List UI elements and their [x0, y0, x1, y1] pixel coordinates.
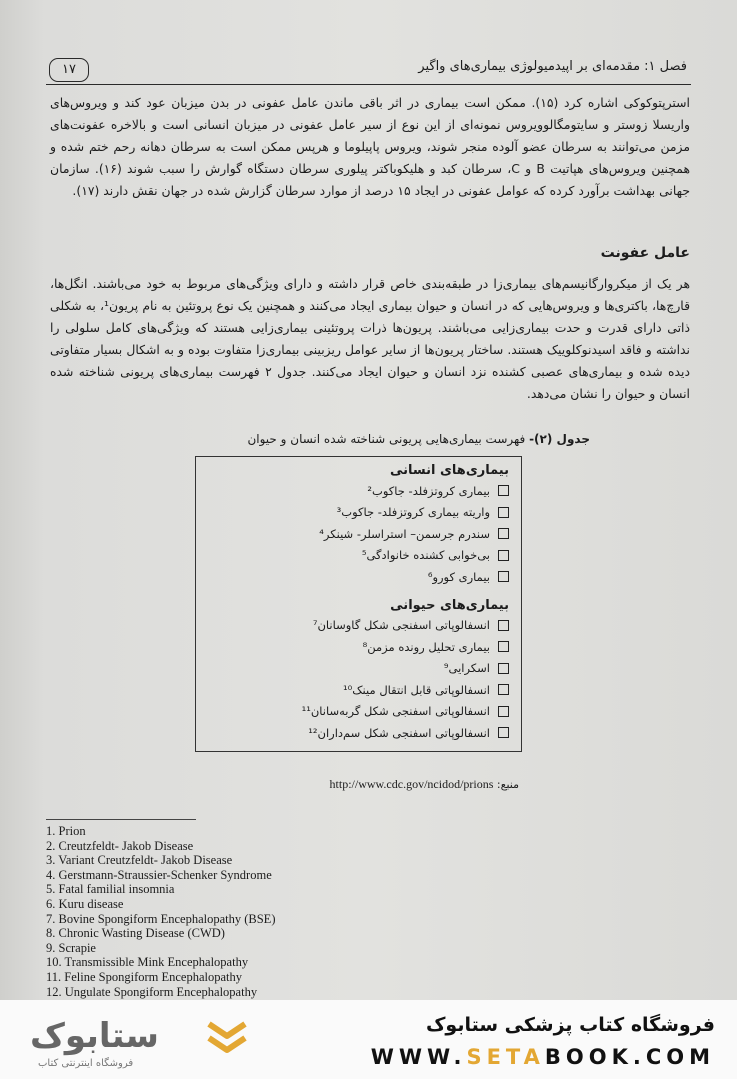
checkbox-square-icon: [498, 620, 509, 631]
store-name: فروشگاه کتاب پزشکی ستابوک: [425, 1014, 715, 1036]
disease-list-item: [196, 502, 521, 524]
disease-list-item: [196, 566, 521, 588]
disease-name: انسفالوپاتی اسفنجی شکل سم‌داران¹²: [308, 725, 490, 740]
setabook-logo: [30, 1016, 190, 1070]
disease-list-item: [196, 679, 521, 701]
disease-name: بیماری کروتزفلد- جاکوب²: [367, 483, 490, 498]
footnote-item: 4. Gerstmann-Straussier-Schenker Syndrome: [46, 867, 272, 882]
checkbox-square-icon: [498, 571, 509, 582]
footnote-item: 1. Prion: [46, 824, 86, 838]
disease-list-item: [196, 615, 521, 637]
disease-list-item: [196, 722, 521, 744]
url-prefix: WWW.: [370, 1045, 467, 1069]
table-caption-label: جدول (۲)-: [529, 432, 590, 446]
paragraph-2: هر یک از میکروارگانیسم‌های بیماری‌زا در طبقه‌بندی خاص قرار داشته و دارای ویژگی‌های مربوط به خود می‌باشند. انگل‌ها، قارچ‌ها، باکتری‌ها و ویروس‌هایی که در انسان و حیوان بیماری ایجاد می‌کنند و همچنین یک نوع پروتئین به نام پریون¹، به شکلی ذاتی دارای قدرت و حدت بیماری‌زایی می‌باشند. پریون‌ها ذرات پروتئینی بیماری‌زایی هستند که ویژگی‌های کامل سلولی را نداشته و فاقد اسیدنوکلوییک هستند. ساختار پریون‌ها از سایر عوامل ریزبینی بیماری‌زا متفاوت بوده و به اشکال بسیار متفاوتی دیده شده و بیماری‌های عصبی کشنده نزد انسان و حیوان ایجاد می‌کنند. جدول ۲ فهرست بیماری‌های پریونی شناخته شده انسان و حیوان را نشان می‌دهد.: [50, 276, 691, 401]
disease-name: بیماری تحلیل رونده مزمن⁸: [362, 639, 490, 654]
human-diseases-title: بیماری‌های انسانی: [390, 463, 509, 478]
section-heading: عامل عفونت: [600, 245, 690, 261]
checkbox-square-icon: [498, 727, 509, 738]
checkbox-square-icon: [498, 706, 509, 717]
disease-name: سندرم جرسمن– استراسلر- شینکر⁴: [319, 526, 490, 541]
chevron-logo-icon: [203, 1014, 251, 1062]
disease-name: بی‌خوابی کشنده خانوادگی⁵: [361, 548, 490, 563]
checkbox-square-icon: [498, 528, 509, 539]
logo-text: ستابوک: [30, 1016, 159, 1056]
animal-diseases-list: [196, 615, 521, 744]
url-suffix: BOOK.COM: [544, 1045, 715, 1069]
disease-list-item: [196, 636, 521, 658]
prion-disease-table: [195, 456, 522, 752]
footnote-item: 3. Variant Creutzfeldt- Jakob Disease: [46, 853, 233, 868]
checkbox-square-icon: [498, 507, 509, 518]
disease-list-item: [196, 523, 521, 545]
footnote-item: 12. Ungulate Spongiform Encephalopathy: [46, 984, 258, 999]
footnote-item: 10. Transmissible Mink Encephalopathy: [46, 955, 249, 970]
url-accent: SETA: [466, 1045, 545, 1069]
human-diseases-list: [196, 480, 521, 588]
table-source: [330, 777, 519, 792]
footnote-item: 6. Kuru disease: [46, 896, 124, 911]
page-header: [46, 52, 691, 85]
footnote-item: 2. Creutzfeldt- Jakob Disease: [46, 838, 194, 853]
checkbox-square-icon: [498, 550, 509, 561]
store-url[interactable]: [371, 1045, 715, 1069]
footnote-item: 7. Bovine Spongiform Encephalopathy (BSE): [46, 911, 276, 926]
footnote-item: 11. Feline Spongiform Encephalopathy: [46, 969, 243, 984]
source-label: منبع:: [493, 778, 519, 791]
disease-name: انسفالوپاتی قابل انتقال مینک¹⁰: [343, 682, 490, 697]
disease-list-item: [196, 658, 521, 680]
footnote-divider: [46, 819, 196, 820]
table-caption-text: فهرست بیماری‌هایی پریونی شناخته شده انسان و حیوان: [247, 432, 530, 446]
paragraph-1: استرپتوکوکی اشاره کرد (۱۵). ممکن است بیماری در اثر باقی ماندن عامل عفونی در بدن میزبان عود کند و ویروس‌های واریسلا زوستر و سایتومگالوویروس نمونه‌ای از این نوع از سیر عامل عفونی در میزبان انسانی است و بالاخره عفونت‌های مزمن می‌توانند به سرطان عضو آلوده منجر شوند، ویروس پاپیلوما و هرپس ممکن است به سرطان دهانه رحم ختم شده و همچنین ویروس‌های هپاتیت B و C، سرطان کبد و هلیکوباکتر پیلوری سرطان دستگاه گوارش را سبب شوند (۱۶). سازمان جهانی بهداشت برآورد کرده که عوامل عفونی در ایجاد ۱۵ درصد از موارد سرطان گزارش شده در جهان نقش دارند (۱۷).: [50, 95, 690, 198]
footnotes-list: [46, 824, 446, 999]
footnote-item: 5. Fatal familial insomnia: [46, 882, 175, 897]
disease-name: اسکرایی⁹: [443, 661, 490, 676]
disease-list-item: [196, 701, 521, 723]
logo-subtitle: فروشگاه اینترنتی کتاب: [38, 1058, 134, 1069]
checkbox-square-icon: [498, 684, 509, 695]
animal-diseases-title: بیماری‌های حیوانی: [390, 597, 509, 613]
store-banner: [0, 1000, 737, 1079]
table-caption: [247, 432, 590, 446]
disease-name: واریته بیماری کروتزفلد- جاکوب³: [336, 505, 490, 520]
disease-list-item: [196, 480, 521, 502]
footnote-item: 9. Scrapie: [46, 940, 96, 955]
checkbox-square-icon: [498, 485, 509, 496]
checkbox-square-icon: [498, 663, 509, 674]
chapter-title: فصل ۱: مقدمه‌ای بر اپیدمیولوژی بیماری‌های واگیر: [418, 59, 687, 74]
checkbox-square-icon: [498, 641, 509, 652]
footnote-item: 8. Chronic Wasting Disease (CWD): [46, 926, 225, 941]
disease-name: انسفالوپاتی اسفنجی شکل گاوسانان⁷: [312, 618, 490, 633]
page-number: ۱۷: [49, 58, 89, 82]
disease-list-item: [196, 545, 521, 567]
source-url: http://www.cdc.gov/ncidod/prions: [329, 777, 494, 791]
disease-name: انسفالوپاتی اسفنجی شکل گربه‌سانان¹¹: [301, 704, 490, 719]
disease-name: بیماری کورو⁶: [427, 569, 490, 584]
